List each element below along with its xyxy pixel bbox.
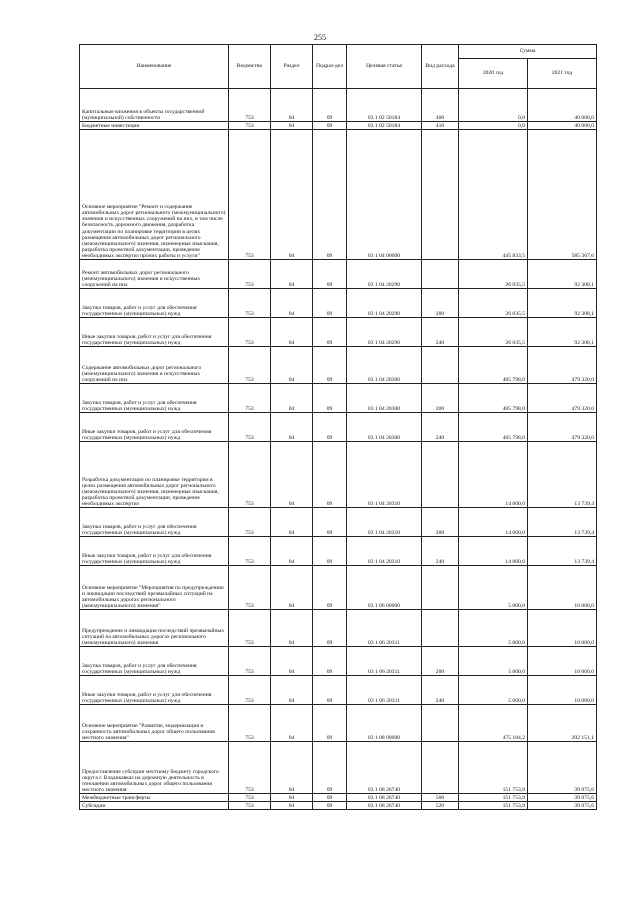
row-ved: 753 xyxy=(229,130,271,260)
row-vid: 240 xyxy=(422,676,459,705)
row-podrazdel: 09 xyxy=(313,260,347,289)
row-amount-2020: 151 753,8 xyxy=(459,794,528,802)
table-row xyxy=(80,122,597,130)
table-row xyxy=(80,537,597,566)
row-podrazdel: 09 xyxy=(313,742,347,794)
row-razdel: 04 xyxy=(271,260,313,289)
row-name: Межбюджетные трансферты xyxy=(80,794,229,802)
row-vid: 200 xyxy=(422,508,459,537)
row-vid xyxy=(422,347,459,384)
row-amount-2021: 479 320,0 xyxy=(528,347,597,384)
row-amount-2020: 14 000,0 xyxy=(459,508,528,537)
row-podrazdel: 09 xyxy=(313,413,347,442)
header-razdel: Раздел xyxy=(271,45,313,89)
row-podrazdel: 09 xyxy=(313,384,347,413)
row-ved: 753 xyxy=(229,537,271,566)
row-ved: 753 xyxy=(229,122,271,130)
row-razdel: 04 xyxy=(271,130,313,260)
row-ved: 753 xyxy=(229,647,271,676)
table-row xyxy=(80,347,597,384)
row-amount-2020: 405 798,0 xyxy=(459,384,528,413)
table-row xyxy=(80,318,597,347)
row-amount-2021: 10 000,0 xyxy=(528,610,597,647)
row-celevaya: 03 1 04 20300 xyxy=(347,384,422,413)
row-amount-2021: 10 000,0 xyxy=(528,566,597,610)
table-row xyxy=(80,794,597,802)
row-razdel: 04 xyxy=(271,802,313,810)
row-celevaya: 03 1 04 20300 xyxy=(347,347,422,384)
table-body xyxy=(80,89,597,810)
table-row xyxy=(80,676,597,705)
row-vid: 200 xyxy=(422,647,459,676)
row-amount-2020: 445 833,5 xyxy=(459,130,528,260)
row-celevaya: 03 1 08 00000 xyxy=(347,705,422,742)
row-name: Иные закупки товаров, работ и услуг для обеспечения государственных (муниципальных) нужд xyxy=(80,676,229,705)
row-amount-2021: 10 000,0 xyxy=(528,676,597,705)
row-razdel: 04 xyxy=(271,537,313,566)
row-celevaya: 03 1 08 26740 xyxy=(347,742,422,794)
header-vid: Вид расхода xyxy=(422,45,459,89)
row-vid xyxy=(422,260,459,289)
row-amount-2020: 0,0 xyxy=(459,122,528,130)
row-celevaya: 03 1 02 50184 xyxy=(347,89,422,122)
row-vid: 200 xyxy=(422,289,459,318)
row-razdel: 04 xyxy=(271,610,313,647)
row-name: Иные закупки товаров, работ и услуг для обеспечения государственных (муниципальных) нужд xyxy=(80,318,229,347)
table-row xyxy=(80,442,597,508)
row-ved: 753 xyxy=(229,384,271,413)
row-amount-2021: 10 000,0 xyxy=(528,647,597,676)
row-name: Предоставление субсидии местному бюджету городского округа г. Владикавказ на дорожную деятельность в отношении автомобильных дорог общего пользования местного значения xyxy=(80,742,229,794)
row-name: Капитальные вложения в объекты государственной (муниципальной) собственности xyxy=(80,89,229,122)
row-amount-2020: 5 000,0 xyxy=(459,566,528,610)
row-name: Основное мероприятие "Развитие, модернизация и сохранность автомобильных дорог общего пользования местного значения" xyxy=(80,705,229,742)
row-amount-2020: 475 184,2 xyxy=(459,705,528,742)
table-row xyxy=(80,384,597,413)
row-ved: 753 xyxy=(229,508,271,537)
row-razdel: 04 xyxy=(271,442,313,508)
row-amount-2021: 479 320,0 xyxy=(528,384,597,413)
table-row xyxy=(80,705,597,742)
row-ved: 753 xyxy=(229,347,271,384)
row-amount-2021: 92 308,1 xyxy=(528,289,597,318)
table-row xyxy=(80,89,597,122)
table-row xyxy=(80,260,597,289)
row-name: Иные закупки товаров, работ и услуг для обеспечения государственных (муниципальных) нужд xyxy=(80,537,229,566)
table-row xyxy=(80,610,597,647)
row-celevaya: 03 1 06 20311 xyxy=(347,676,422,705)
row-name: Закупка товаров, работ и услуг для обеспечения государственных (муниципальных) нужд xyxy=(80,384,229,413)
header-celevaya: Целевая статья xyxy=(347,45,422,89)
row-podrazdel: 09 xyxy=(313,794,347,802)
row-podrazdel: 09 xyxy=(313,802,347,810)
row-celevaya: 03 1 08 26740 xyxy=(347,794,422,802)
table-row xyxy=(80,130,597,260)
row-ved: 753 xyxy=(229,705,271,742)
row-vid xyxy=(422,742,459,794)
row-amount-2020: 26 035,5 xyxy=(459,289,528,318)
row-name: Основное мероприятие "Мероприятия по предупреждению и ликвидации последствий чрезвычайных ситуаций на автомобильных дорогах регионального (межмуниципального) значения" xyxy=(80,566,229,610)
row-podrazdel: 09 xyxy=(313,89,347,122)
row-vid xyxy=(422,610,459,647)
header-summa: Сумма xyxy=(459,45,597,59)
header-name: Наименование xyxy=(80,45,229,89)
row-name: Предупреждение и ликвидация последствий чрезвычайных ситуаций на автомобильных дорогах регионального (межмуниципального) значения xyxy=(80,610,229,647)
row-amount-2021: 13 739,4 xyxy=(528,442,597,508)
row-amount-2021: 202 151,1 xyxy=(528,705,597,742)
header-year-2020: 2020 год xyxy=(459,59,528,89)
row-amount-2020: 26 035,5 xyxy=(459,318,528,347)
row-amount-2020: 5 000,0 xyxy=(459,610,528,647)
row-amount-2021: 92 308,1 xyxy=(528,318,597,347)
row-podrazdel: 09 xyxy=(313,537,347,566)
row-ved: 753 xyxy=(229,260,271,289)
row-podrazdel: 09 xyxy=(313,318,347,347)
header-year-2021: 2021 год xyxy=(528,59,597,89)
row-razdel: 04 xyxy=(271,318,313,347)
row-ved: 753 xyxy=(229,413,271,442)
row-celevaya: 03 1 06 20311 xyxy=(347,647,422,676)
table-row xyxy=(80,508,597,537)
table-row xyxy=(80,802,597,810)
row-name: Содержание автомобильных дорог регионального (межмуниципального) значения и искусственных сооружений на них xyxy=(80,347,229,384)
row-podrazdel: 09 xyxy=(313,130,347,260)
row-ved: 753 xyxy=(229,289,271,318)
row-vid: 400 xyxy=(422,89,459,122)
row-podrazdel: 09 xyxy=(313,347,347,384)
row-vid xyxy=(422,130,459,260)
row-vid: 520 xyxy=(422,802,459,810)
row-ved: 753 xyxy=(229,676,271,705)
header-podrazdel: Подраз-дел xyxy=(313,45,347,89)
row-razdel: 04 xyxy=(271,89,313,122)
row-amount-2020: 405 798,0 xyxy=(459,347,528,384)
row-amount-2021: 40 000,0 xyxy=(528,89,597,122)
row-podrazdel: 09 xyxy=(313,122,347,130)
row-podrazdel: 09 xyxy=(313,647,347,676)
row-vid xyxy=(422,566,459,610)
row-amount-2021: 479 320,0 xyxy=(528,413,597,442)
row-name: Закупка товаров, работ и услуг для обеспечения государственных (муниципальных) нужд xyxy=(80,647,229,676)
row-podrazdel: 09 xyxy=(313,610,347,647)
row-name: Ремонт автомобильных дорог регионального (межмуниципального) значения и искусственных сооружений на них xyxy=(80,260,229,289)
row-amount-2020: 26 035,5 xyxy=(459,260,528,289)
row-amount-2020: 151 753,8 xyxy=(459,742,528,794)
row-name: Основное мероприятие "Ремонт и содержание автомобильных дорог регионального (межмуниципального) значения и искусственных сооружений на них, в том числе безопасность дорожного движения, разработка документации по планировке территории в целях размещения автомобильных дорог регионального (межмуниципального) значения, инженерные изыскания, разработка проектной документации, проведение необходимых экспертиз прочих работы и услуги" xyxy=(80,130,229,260)
row-razdel: 04 xyxy=(271,676,313,705)
row-razdel: 04 xyxy=(271,347,313,384)
row-vid: 410 xyxy=(422,122,459,130)
row-amount-2020: 14 000,0 xyxy=(459,442,528,508)
row-celevaya: 03 1 04 20310 xyxy=(347,537,422,566)
row-amount-2021: 92 308,1 xyxy=(528,260,597,289)
row-razdel: 04 xyxy=(271,705,313,742)
row-ved: 753 xyxy=(229,566,271,610)
row-razdel: 04 xyxy=(271,384,313,413)
row-name: Закупка товаров, работ и услуг для обеспечения государственных (муниципальных) нужд xyxy=(80,289,229,318)
row-ved: 753 xyxy=(229,89,271,122)
row-amount-2021: 39 075,6 xyxy=(528,742,597,794)
row-razdel: 04 xyxy=(271,647,313,676)
row-celevaya: 03 1 04 20300 xyxy=(347,413,422,442)
row-razdel: 04 xyxy=(271,794,313,802)
row-amount-2020: 405 798,0 xyxy=(459,413,528,442)
row-celevaya: 03 1 06 20311 xyxy=(347,610,422,647)
row-amount-2021: 13 739,4 xyxy=(528,537,597,566)
row-vid: 240 xyxy=(422,318,459,347)
row-podrazdel: 09 xyxy=(313,676,347,705)
row-name: Субсидии xyxy=(80,802,229,810)
row-ved: 753 xyxy=(229,318,271,347)
row-celevaya: 03 1 04 20290 xyxy=(347,289,422,318)
row-amount-2021: 585 367,6 xyxy=(528,130,597,260)
row-amount-2021: 39 075,6 xyxy=(528,794,597,802)
page-number: 255 xyxy=(314,33,326,42)
row-vid: 240 xyxy=(422,537,459,566)
row-amount-2020: 14 000,0 xyxy=(459,537,528,566)
table-row xyxy=(80,413,597,442)
row-amount-2020: 5 000,0 xyxy=(459,647,528,676)
row-celevaya: 03 1 04 20290 xyxy=(347,260,422,289)
row-podrazdel: 09 xyxy=(313,289,347,318)
row-vid xyxy=(422,705,459,742)
row-amount-2021: 40 000,0 xyxy=(528,122,597,130)
budget-table xyxy=(79,44,597,810)
row-amount-2020: 5 000,0 xyxy=(459,676,528,705)
row-ved: 753 xyxy=(229,610,271,647)
row-vid: 500 xyxy=(422,794,459,802)
row-celevaya: 03 1 04 00000 xyxy=(347,130,422,260)
table-row xyxy=(80,742,597,794)
row-vid xyxy=(422,442,459,508)
row-razdel: 04 xyxy=(271,508,313,537)
row-celevaya: 03 1 04 20290 xyxy=(347,318,422,347)
row-name: Разработка документации по планировке территории в целях размещения автомобильных дорог регионального (межмуниципального) значения, инженерные изыскания, разработка проектной документации, проведение необходимых экспертиз xyxy=(80,442,229,508)
row-celevaya: 03 1 04 20310 xyxy=(347,508,422,537)
row-amount-2021: 13 739,4 xyxy=(528,508,597,537)
row-ved: 753 xyxy=(229,802,271,810)
row-podrazdel: 09 xyxy=(313,442,347,508)
table-row xyxy=(80,289,597,318)
row-celevaya: 03 1 04 20310 xyxy=(347,442,422,508)
row-ved: 753 xyxy=(229,794,271,802)
row-podrazdel: 09 xyxy=(313,705,347,742)
header-ved: Ведомство xyxy=(229,45,271,89)
row-ved: 753 xyxy=(229,442,271,508)
row-amount-2021: 39 075,6 xyxy=(528,802,597,810)
row-celevaya: 03 1 06 00000 xyxy=(347,566,422,610)
row-razdel: 04 xyxy=(271,289,313,318)
row-name: Бюджетные инвестиции xyxy=(80,122,229,130)
table-header xyxy=(80,45,597,89)
row-name: Иные закупки товаров, работ и услуг для обеспечения государственных (муниципальных) нужд xyxy=(80,413,229,442)
row-vid: 200 xyxy=(422,384,459,413)
row-celevaya: 03 1 02 50184 xyxy=(347,122,422,130)
row-razdel: 04 xyxy=(271,566,313,610)
row-amount-2020: 151 753,8 xyxy=(459,802,528,810)
row-podrazdel: 09 xyxy=(313,508,347,537)
row-razdel: 04 xyxy=(271,742,313,794)
row-ved: 753 xyxy=(229,742,271,794)
row-razdel: 04 xyxy=(271,122,313,130)
table-row xyxy=(80,566,597,610)
row-name: Закупка товаров, работ и услуг для обеспечения государственных (муниципальных) нужд xyxy=(80,508,229,537)
row-celevaya: 03 1 08 26740 xyxy=(347,802,422,810)
row-amount-2020: 0,0 xyxy=(459,89,528,122)
row-razdel: 04 xyxy=(271,413,313,442)
row-vid: 240 xyxy=(422,413,459,442)
table-row xyxy=(80,647,597,676)
row-podrazdel: 09 xyxy=(313,566,347,610)
